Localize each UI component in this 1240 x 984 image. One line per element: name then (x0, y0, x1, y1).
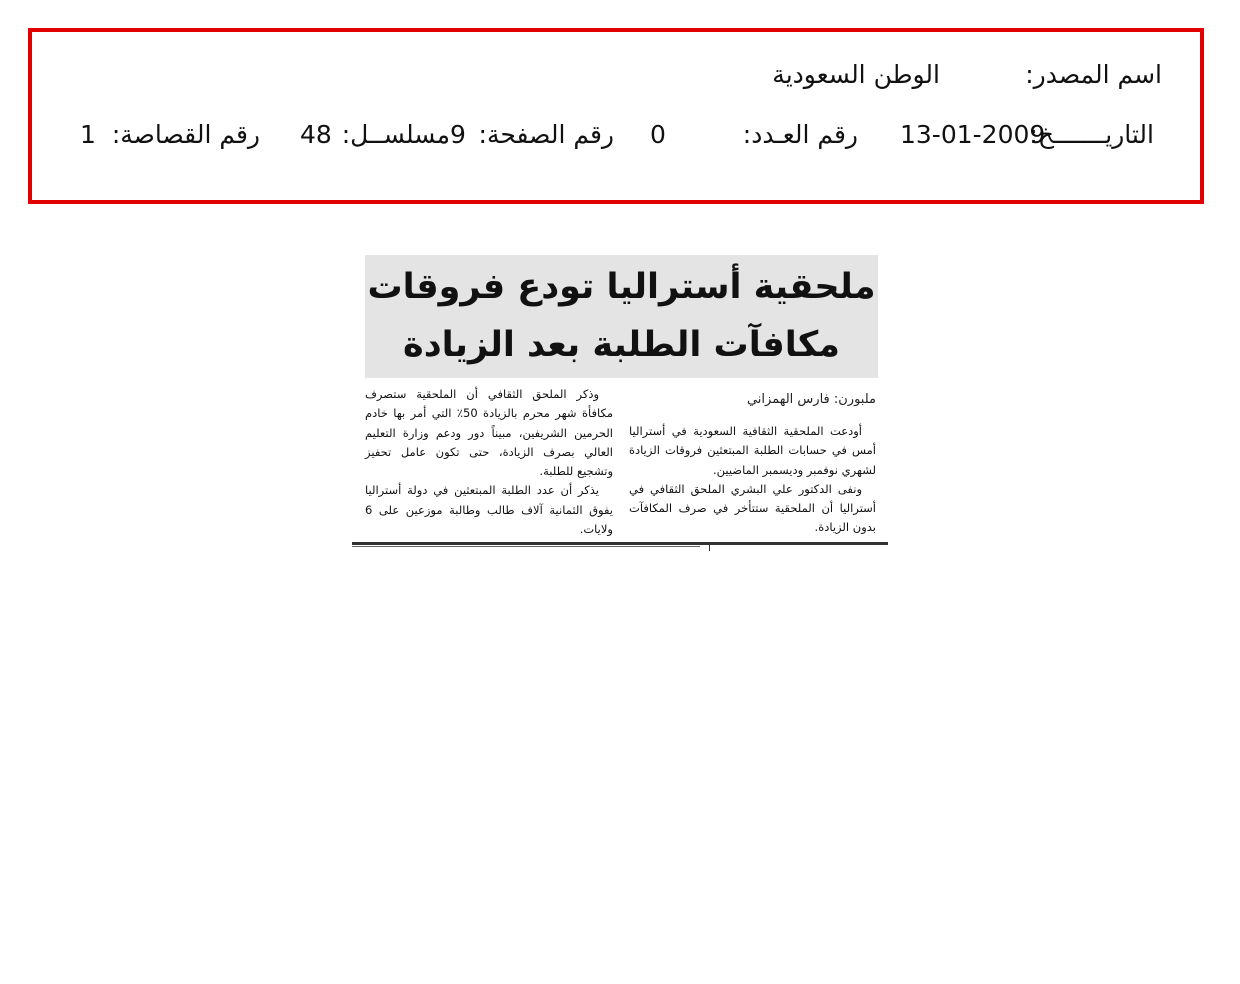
paragraph: يذكر أن عدد الطلبة المبتعثين في دولة أستراليا يفوق الثمانية آلاف طالب وطالبة موزعين على 6 ولايات. (365, 483, 613, 537)
serial-value: 48 (300, 120, 332, 149)
issue-label: رقم العـدد: (742, 120, 858, 149)
byline: ملبورن: فارس الهمزاني (746, 392, 876, 407)
clip-value: 1 (80, 120, 96, 149)
clip-label: رقم القصاصة: (111, 120, 260, 149)
headline-line-2: مكافآت الطلبة بعد الزيادة (403, 325, 840, 365)
bottom-rule-thick (352, 542, 888, 545)
serial-label: مسلســل: (341, 120, 450, 149)
headline-box (365, 255, 878, 378)
bottom-rule-thin (352, 546, 700, 547)
article-column-left (365, 385, 613, 539)
source-label: اسم المصدر: (1025, 60, 1162, 89)
article-column-right (629, 422, 876, 538)
paragraph: ونفى الدكتور علي البشري الملحق الثقافي في أستراليا أن الملحقية ستتأخر في صرف المكافآت بدون الزيادة. (629, 481, 876, 535)
source-value: الوطن السعودية (772, 60, 940, 89)
page-value: 9 (450, 120, 466, 149)
page-label: رقم الصفحة: (478, 120, 614, 149)
issue-value: 0 (650, 120, 666, 149)
column-tick (709, 545, 710, 551)
date-value: 13-01-2009 (900, 120, 1046, 149)
date-label: التاريـــــــخ: (1029, 120, 1154, 149)
paragraph: أودعت الملحقية الثقافية السعودية في أستراليا أمس في حسابات الطلبة المبتعثين فروقات الزيادة لشهري نوفمبر وديسمبر الماضيين. (629, 424, 876, 477)
newspaper-clipping (352, 255, 888, 555)
headline-line-1: ملحقية أستراليا تودع فروقات (367, 267, 876, 307)
source-info-frame (28, 28, 1204, 204)
paragraph: وذكر الملحق الثقافي أن الملحقية ستصرف مكافأة شهر محرم بالزيادة 50٪ التي أمر بها خادم الحرمين الشريفين، مبيناً دور ودعم وزارة التعليم العالي بصرف الزيادة، حتى تكون عامل تحفيز وتشجيع للطلبة. (365, 387, 613, 479)
